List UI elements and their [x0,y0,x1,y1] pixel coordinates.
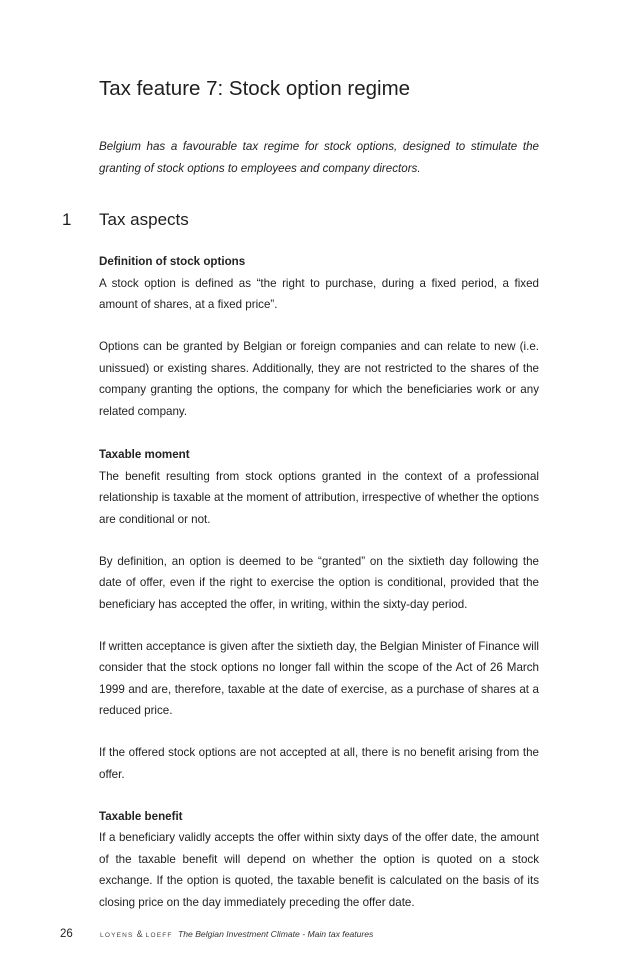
taxable-moment-paragraph-2: By definition, an option is deemed to be “granted” on the sixtieth day following the date of offer, even if the right to exercise the option is conditional, provided that the beneficiary has accepted the offer, in writing, within the sixty-day period. [99,554,539,611]
taxable-moment-heading: Taxable moment [99,448,190,461]
taxable-moment-paragraph-1: The benefit resulting from stock options granted in the context of a professional relationship is taxable at the moment of attribution, irrespective of whether the options are conditional or not. [99,469,539,526]
taxable-benefit-paragraph-1: If a beneficiary validly accepts the offer within sixty days of the offer date, the amount of the taxable benefit will depend on whether the option is quoted on a stock exchange. If the option is quoted, the taxable benefit is calculated on the basis of its closing price on the day immediately preceding the offer date. [99,831,539,909]
taxable-moment-paragraph-3: If written acceptance is given after the sixtieth day, the Belgian Minister of Finance will consider that the stock options no longer fall within the scope of the Act of 26 March 1999 and are, therefore, taxable at the date of exercise, as a purchase of shares at a reduced price. [99,639,539,717]
taxable-benefit-heading: Taxable benefit [99,809,183,823]
taxable-moment-paragraph-4: If the offered stock options are not accepted at all, there is no benefit arising from the offer. [99,746,539,781]
brand-ampersand: & [136,929,143,939]
section-number: 1 [62,210,72,229]
brand-logo [100,926,173,944]
intro-paragraph: Belgium has a favourable tax regime for stock options, designed to stimulate the granting of stock options to employees and company directors. [99,140,539,175]
brand-left: LOYENS [100,932,134,939]
brand-right: LOEFF [145,932,173,939]
page-footer [60,926,580,942]
section-title: Tax aspects [99,210,189,229]
definition-heading: Definition of stock options [99,255,246,268]
section-body [99,251,539,934]
page-number: 26 [60,928,73,940]
definition-paragraph-2: Options can be granted by Belgian or foreign companies and can relate to new (i.e. unissued) or existing shares. Additionally, they are not restricted to the shares of the company granting the options, the company for which the beneficiaries work or any related company. [99,340,539,418]
page-title: Tax feature 7: Stock option regime [99,77,411,100]
definition-paragraph-1: A stock option is defined as “the right to purchase, during a fixed period, a fixed amount of shares, at a fixed price”. [99,276,539,311]
footer-document-title: The Belgian Investment Climate - Main tax features [178,929,374,939]
